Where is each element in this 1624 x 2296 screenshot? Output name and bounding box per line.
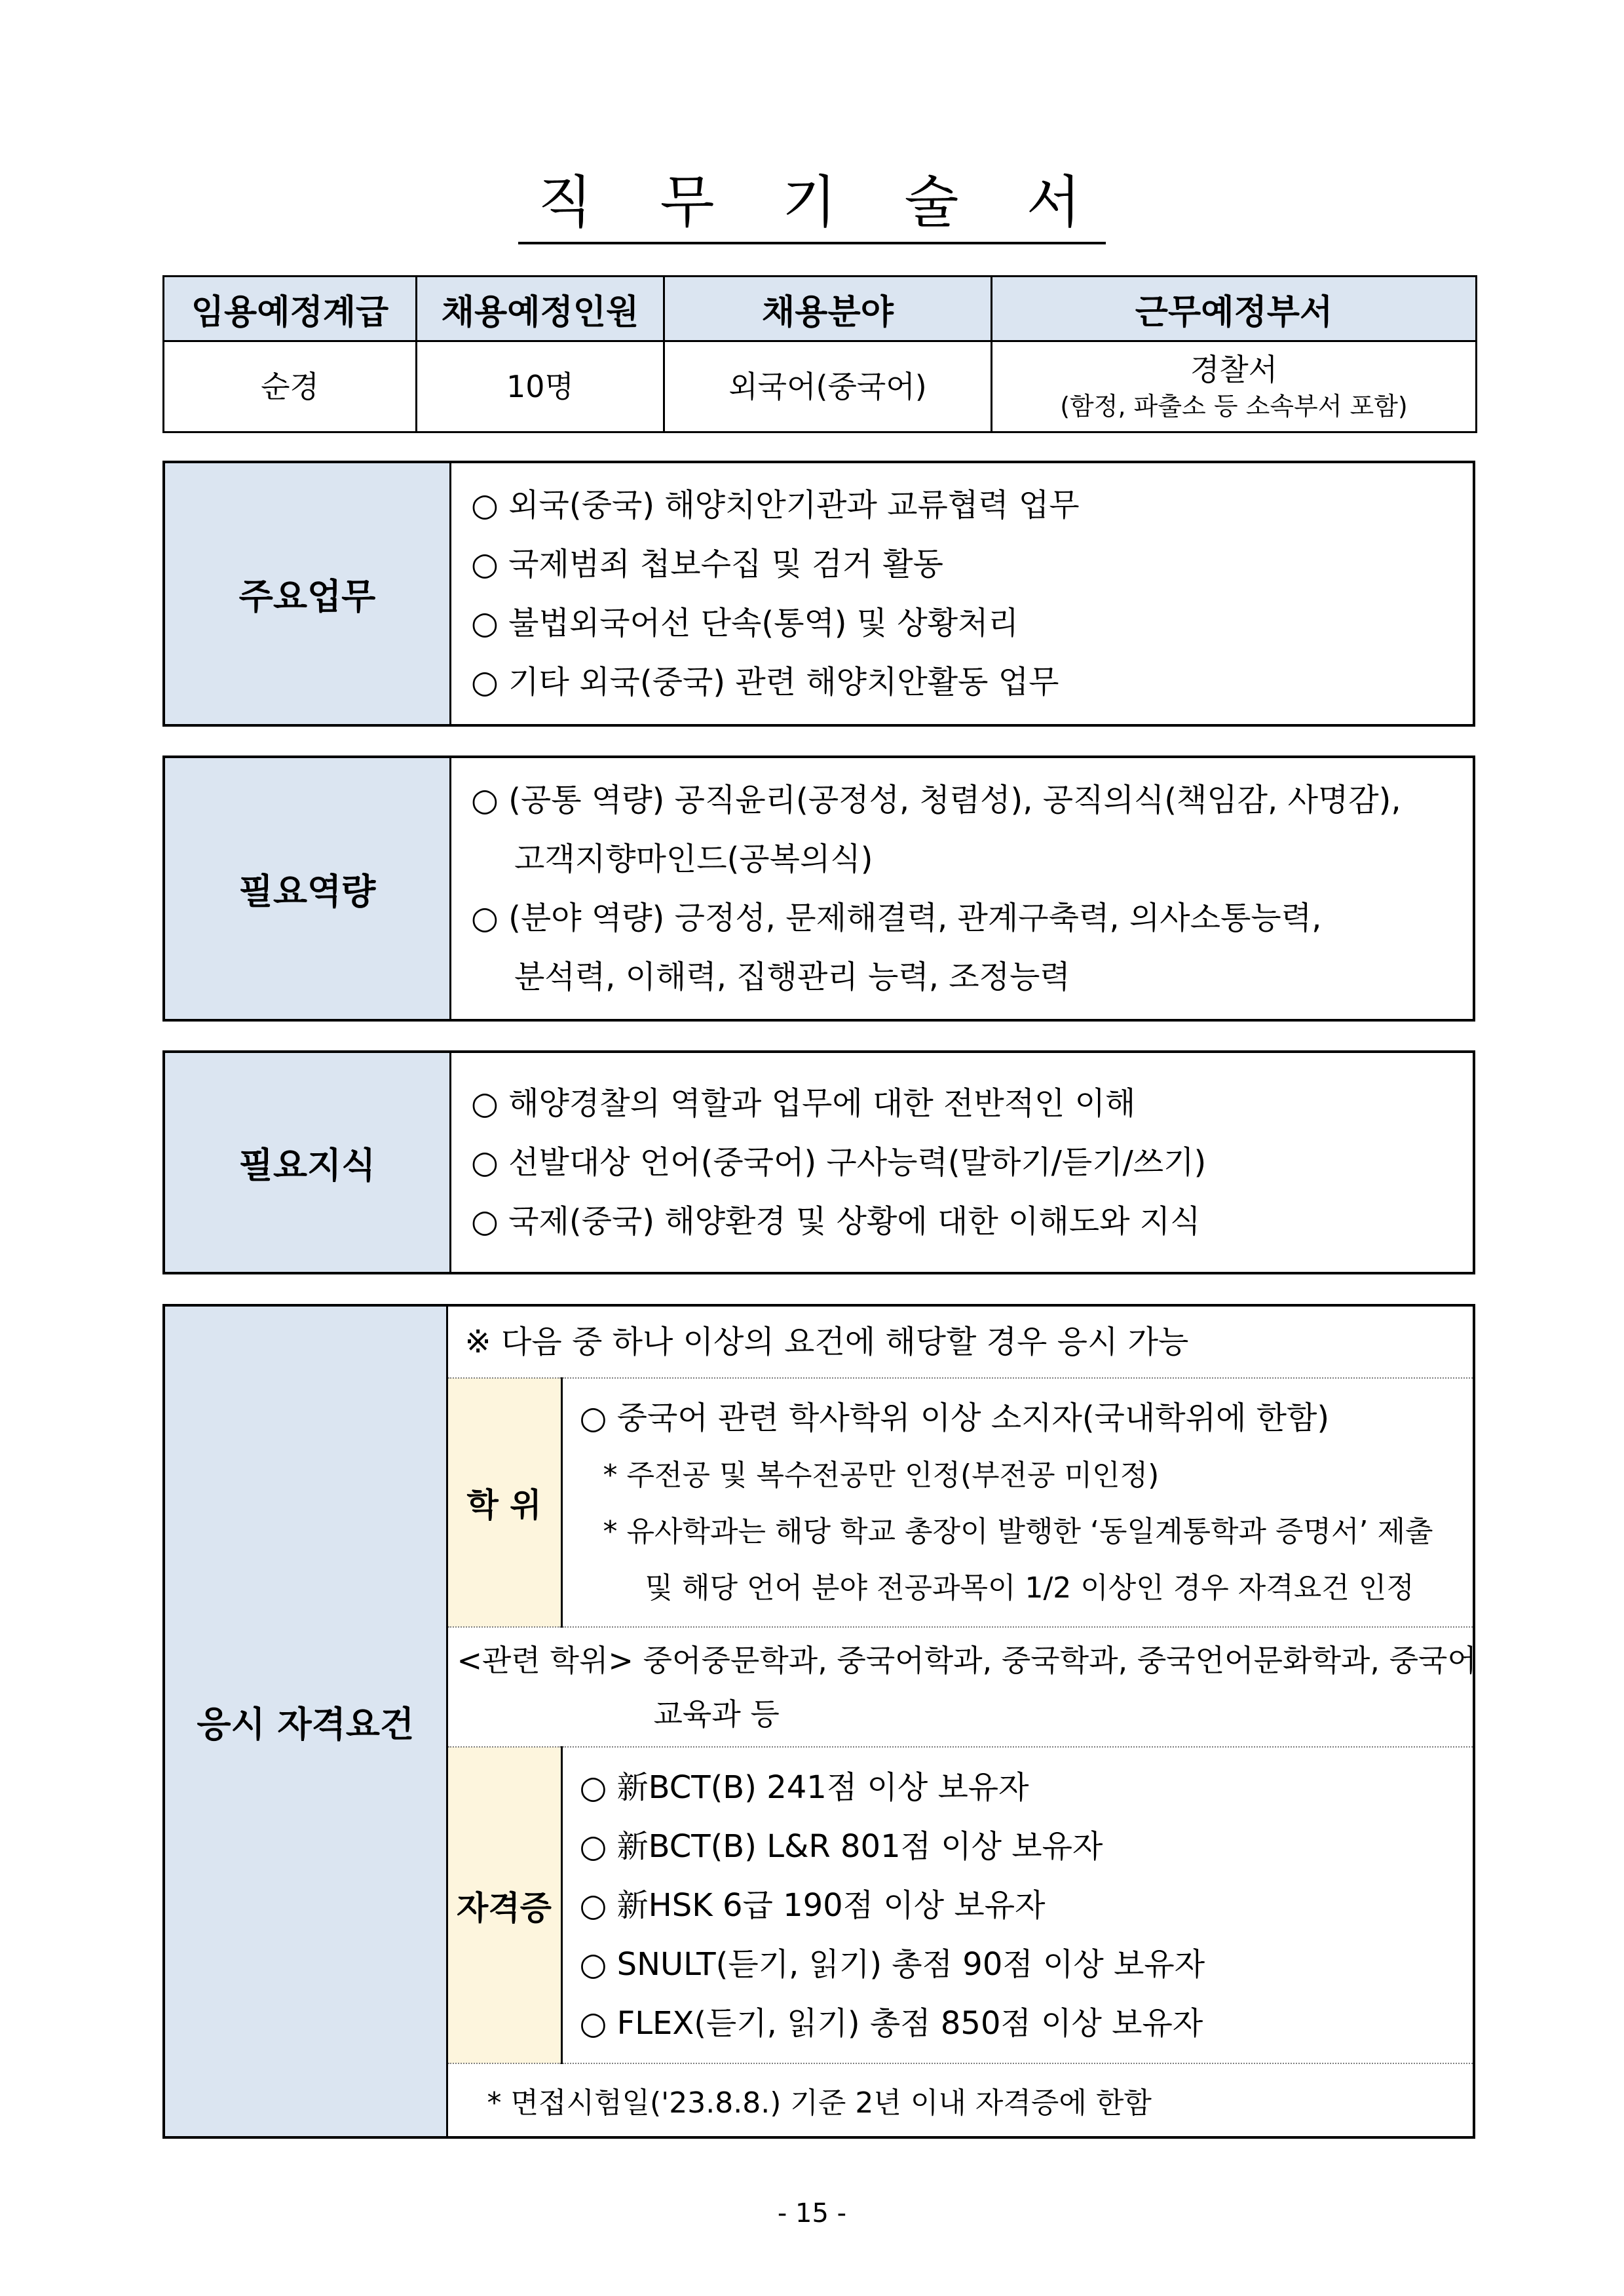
page-number: - 15 - [777,2198,847,2229]
duties-section [162,461,1475,727]
col-count-header: 채용예정인원 [417,277,664,341]
col-rank-header: 임용예정계급 [164,277,417,341]
dept-cell [992,341,1477,432]
count-value: 10명 [417,341,664,432]
duties-label: 주요업무 [164,462,451,725]
certificate-item: ○ SNULT(듣기, 읽기) 총점 90점 이상 보유자 [579,1945,1205,1983]
duties-content [451,462,1475,725]
title-text: 직 무 기 술 서 [518,172,1106,244]
competency-line: 고객지향마인드(공복의식) [514,841,873,877]
related-degrees-line: <관련 학위> 중어중문학과, 중국어학과, 중국학과, 중국언어문화학과, 중국어 [457,1642,1477,1678]
competency-line: ○ (분야 역량) 긍정성, 문제해결력, 관계구축력, 의사소통능력, [471,900,1322,936]
competency-content [451,757,1475,1020]
duty-item: ○ 불법외국어선 단속(통역) 및 상황처리 [471,605,1019,641]
col-dept-header: 근무예정부서 [992,277,1477,341]
competency-line: ○ (공통 역량) 공직윤리(공정성, 청렴성), 공직의식(책임감, 사명감), [471,782,1401,818]
qualification-label: 응시 자격요건 [164,1305,447,2137]
degree-main: ○ 중국어 관련 학사학위 이상 소지자(국내학위에 한함) [579,1399,1330,1436]
degree-label: 학 위 [447,1378,561,1627]
duty-item: ○ 외국(중국) 해양치안기관과 교류협력 업무 [471,487,1080,524]
competency-label: 필요역량 [164,757,451,1020]
competency-line: 분석력, 이해력, 집행관리 능력, 조정능력 [514,959,1070,995]
certificate-label: 자격증 [447,1747,561,2063]
competency-section [162,756,1475,1022]
knowledge-item: ○ 국제(중국) 해양환경 및 상황에 대한 이해도와 지식 [471,1203,1201,1240]
rank-value: 순경 [164,341,417,432]
knowledge-item: ○ 선발대상 언어(중국어) 구사능력(말하기/듣기/쓰기) [471,1144,1207,1181]
dept-value: 경찰서 [1190,352,1278,388]
certificate-item: ○ FLEX(듣기, 읽기) 총점 850점 이상 보유자 [579,2004,1203,2042]
knowledge-item: ○ 해양경찰의 역할과 업무에 대한 전반적인 이해 [471,1085,1136,1122]
certificate-item: ○ 新BCT(B) L&R 801점 이상 보유자 [579,1827,1103,1865]
degree-note: * 주전공 및 복수전공만 인정(부전공 미인정) [603,1458,1160,1492]
duty-item: ○ 기타 외국(중국) 관련 해양치안활동 업무 [471,664,1059,700]
qualification-intro: ※ 다음 중 하나 이상의 요건에 해당할 경우 응시 가능 [447,1305,1474,1378]
degree-note: 및 해당 언어 분야 전공과목이 1/2 이상인 경우 자격요건 인정 [645,1571,1414,1605]
certificate-item: ○ 新HSK 6급 190점 이상 보유자 [579,1886,1046,1924]
dept-note: (함정, 파출소 등 소속부서 포함) [1060,392,1408,421]
related-degrees-line: 교육과 등 [653,1696,780,1732]
knowledge-content [451,1052,1475,1273]
degree-note: * 유사학과는 해당 학교 총장이 발행한 ‘동일계통학과 증명서’ 제출 [603,1514,1433,1548]
degree-content [561,1378,1474,1627]
recruitment-summary-table [162,275,1477,433]
field-value: 외국어(중국어) [664,341,992,432]
col-field-header: 채용분야 [664,277,992,341]
certificate-list [561,1747,1474,2063]
duty-item: ○ 국제범죄 첩보수집 및 검거 활동 [471,546,943,583]
related-degrees [447,1627,1477,1747]
qualification-section [162,1304,1475,2139]
certificate-footnote: * 면접시험일('23.8.8.) 기준 2년 이내 자격증에 한함 [447,2063,1474,2137]
knowledge-section [162,1050,1475,1274]
certificate-item: ○ 新BCT(B) 241점 이상 보유자 [579,1769,1029,1806]
knowledge-label: 필요지식 [164,1052,451,1273]
document-title [0,172,1624,244]
